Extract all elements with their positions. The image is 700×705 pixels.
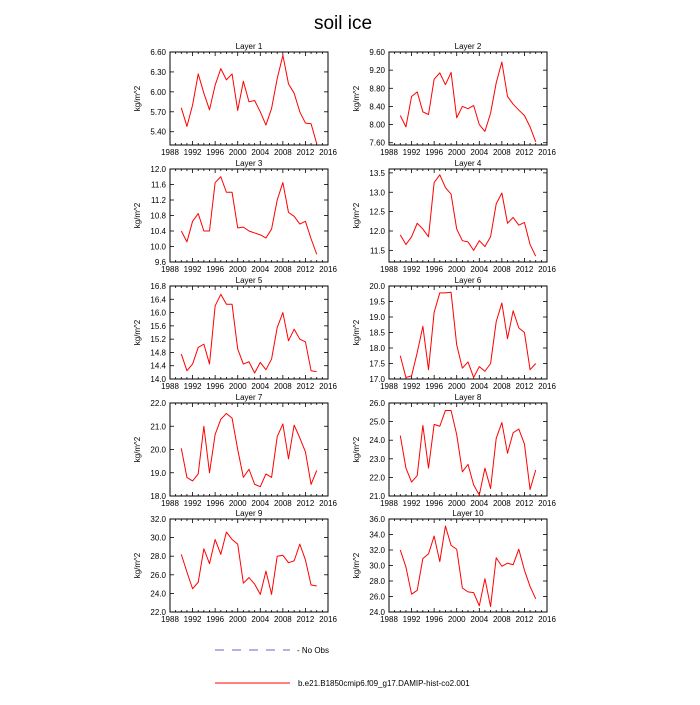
x-tick-label: 1996: [425, 265, 444, 274]
x-tick-label: 2008: [273, 499, 292, 508]
x-tick-label: 2016: [538, 148, 556, 157]
x-tick-label: 2000: [228, 615, 247, 624]
plot-frame: [389, 169, 547, 262]
series-line-layer-2: [400, 62, 535, 142]
series-line-layer-8: [400, 410, 535, 495]
x-tick-label: 1992: [183, 148, 202, 157]
y-tick-label: 9.6: [154, 258, 166, 267]
y-tick-label: 5.40: [150, 127, 166, 137]
x-tick-label: 2004: [470, 499, 489, 508]
y-tick-label: 22.0: [150, 399, 166, 408]
y-tick-label: 25.0: [369, 417, 385, 427]
x-tick-label: 1992: [183, 382, 202, 391]
panel-title: Layer 9: [235, 509, 263, 518]
x-tick-label: 1992: [183, 265, 202, 274]
panel-title: Layer 6: [454, 276, 482, 285]
y-tick-label: 15.2: [150, 335, 166, 345]
panel-layer-3: [133, 159, 337, 274]
x-tick-label: 1988: [380, 499, 398, 508]
y-tick-label: 21.0: [369, 492, 385, 501]
x-tick-label: 1992: [402, 499, 421, 508]
x-tick-label: 2000: [228, 382, 247, 391]
y-tick-label: 20.0: [369, 282, 385, 291]
x-tick-label: 1992: [402, 265, 421, 274]
x-tick-label: 2012: [515, 382, 534, 391]
x-tick-label: 1988: [161, 265, 179, 274]
series-line-layer-6: [400, 292, 535, 377]
x-tick-label: 2000: [228, 499, 247, 508]
series-line-layer-9: [181, 532, 316, 594]
y-tick-label: 7.60: [369, 138, 385, 148]
plot-frame: [170, 519, 328, 612]
y-tick-label: 36.0: [369, 515, 385, 524]
series-line-layer-10: [400, 526, 535, 607]
y-tick-label: 30.0: [369, 561, 385, 571]
x-tick-label: 2016: [319, 615, 337, 624]
y-tick-label: 15.6: [150, 321, 166, 331]
x-tick-label: 1996: [206, 382, 225, 391]
y-tick-label: 17.0: [369, 375, 385, 384]
figure-title: soil ice: [313, 13, 373, 34]
y-axis-label: kg/m^2: [352, 85, 361, 112]
y-tick-label: 19.0: [150, 468, 166, 478]
y-tick-label: 12.0: [369, 227, 385, 236]
y-tick-label: 34.0: [369, 530, 385, 540]
y-tick-label: 24.0: [150, 589, 166, 599]
x-tick-label: 1996: [206, 265, 225, 274]
y-tick-label: 16.8: [150, 282, 166, 291]
series-line-layer-1: [181, 55, 316, 143]
plot-frame: [389, 286, 547, 379]
x-tick-label: 1988: [161, 615, 179, 624]
x-tick-label: 2008: [492, 499, 511, 508]
x-tick-label: 1992: [402, 382, 421, 391]
y-tick-label: 12.5: [369, 207, 385, 217]
x-tick-label: 2008: [273, 148, 292, 157]
x-tick-label: 1996: [425, 615, 444, 624]
x-tick-label: 2012: [296, 615, 315, 624]
panel-title: Layer 7: [235, 393, 263, 402]
x-tick-label: 2000: [447, 148, 466, 157]
y-tick-label: 10.0: [150, 242, 166, 252]
y-axis-label: kg/m^2: [352, 202, 361, 229]
x-tick-label: 1988: [380, 615, 398, 624]
y-tick-label: 17.5: [369, 359, 385, 369]
y-axis-label: kg/m^2: [352, 319, 361, 346]
y-tick-label: 30.0: [150, 533, 166, 543]
x-tick-label: 2012: [296, 382, 315, 391]
y-axis-label: kg/m^2: [352, 552, 361, 579]
x-tick-label: 1992: [183, 615, 202, 624]
panel-layer-5: [133, 276, 337, 391]
x-tick-label: 2008: [273, 265, 292, 274]
x-tick-label: 2016: [319, 499, 337, 508]
x-tick-label: 2008: [492, 382, 511, 391]
x-tick-label: 2004: [470, 615, 489, 624]
panel-title: Layer 4: [454, 159, 482, 168]
x-tick-label: 2008: [492, 148, 511, 157]
y-tick-label: 13.0: [369, 188, 385, 198]
panel-layer-10: [352, 509, 556, 624]
y-axis-label: kg/m^2: [133, 85, 142, 112]
panel-title: Layer 5: [235, 276, 263, 285]
y-tick-label: 16.0: [150, 308, 166, 318]
y-tick-label: 20.0: [150, 445, 166, 455]
x-tick-label: 2016: [538, 615, 556, 624]
x-tick-label: 2008: [273, 615, 292, 624]
panel-layer-2: [352, 42, 556, 157]
x-tick-label: 2000: [447, 499, 466, 508]
panel-layer-1: [133, 42, 337, 157]
x-tick-label: 2000: [447, 265, 466, 274]
panel-grid: [133, 42, 556, 624]
x-tick-label: 1988: [380, 382, 398, 391]
y-tick-label: 26.0: [369, 592, 385, 602]
x-tick-label: 2004: [251, 148, 270, 157]
x-tick-label: 2004: [470, 265, 489, 274]
x-tick-label: 1988: [380, 265, 398, 274]
y-tick-label: 8.80: [369, 84, 385, 94]
y-tick-label: 26.0: [150, 570, 166, 580]
x-tick-label: 2016: [538, 265, 556, 274]
x-tick-label: 1988: [380, 148, 398, 157]
y-tick-label: 26.0: [369, 399, 385, 408]
y-tick-label: 14.4: [150, 361, 166, 371]
y-tick-label: 11.5: [370, 246, 385, 256]
x-tick-label: 2004: [251, 382, 270, 391]
series-line-layer-7: [181, 413, 316, 486]
x-tick-label: 1988: [161, 499, 179, 508]
series-line-layer-3: [181, 177, 316, 255]
y-tick-label: 8.00: [369, 120, 385, 130]
y-tick-label: 28.0: [150, 552, 166, 562]
legend-model-label: b.e21.B1850cmip6.f09_g17.DAMIP-hist-co2.001: [298, 679, 470, 688]
y-axis-label: kg/m^2: [133, 552, 142, 579]
y-tick-label: 32.0: [150, 515, 166, 524]
y-tick-label: 12.0: [150, 165, 166, 174]
y-tick-label: 14.8: [150, 348, 166, 358]
x-tick-label: 2012: [515, 615, 534, 624]
x-tick-label: 2008: [492, 265, 511, 274]
x-tick-label: 1992: [402, 615, 421, 624]
panel-layer-9: [133, 509, 337, 624]
x-tick-label: 2004: [251, 499, 270, 508]
panel-layer-7: [133, 393, 337, 508]
y-tick-label: 21.0: [150, 422, 166, 432]
y-tick-label: 8.40: [369, 102, 385, 112]
x-tick-label: 2008: [273, 382, 292, 391]
y-tick-label: 14.0: [150, 375, 166, 384]
series-line-layer-5: [181, 294, 316, 373]
y-tick-label: 6.30: [150, 67, 166, 77]
y-tick-label: 9.60: [369, 48, 385, 57]
x-tick-label: 2012: [296, 148, 315, 157]
y-tick-label: 16.4: [150, 295, 166, 305]
y-tick-label: 9.20: [369, 66, 385, 76]
legend: [215, 646, 470, 688]
y-axis-label: kg/m^2: [133, 436, 142, 463]
x-tick-label: 2000: [447, 382, 466, 391]
plot-frame: [389, 403, 547, 496]
panel-layer-6: [352, 276, 556, 391]
y-tick-label: 11.6: [151, 180, 166, 190]
x-tick-label: 1988: [161, 382, 179, 391]
y-axis-label: kg/m^2: [133, 319, 142, 346]
x-tick-label: 1996: [425, 499, 444, 508]
plot-frame: [170, 286, 328, 379]
x-tick-label: 1996: [206, 148, 225, 157]
x-tick-label: 2000: [447, 615, 466, 624]
y-tick-label: 18.0: [150, 492, 166, 501]
x-tick-label: 2008: [492, 615, 511, 624]
x-tick-label: 2016: [538, 499, 556, 508]
x-tick-label: 2000: [228, 148, 247, 157]
y-tick-label: 11.2: [151, 196, 166, 205]
x-tick-label: 1996: [206, 615, 225, 624]
panel-title: Layer 8: [454, 393, 482, 402]
plot-frame: [389, 52, 547, 145]
x-tick-label: 1988: [161, 148, 179, 157]
y-tick-label: 10.4: [150, 227, 166, 236]
y-tick-label: 6.00: [150, 87, 166, 97]
y-tick-label: 22.0: [369, 473, 385, 483]
x-tick-label: 2016: [319, 148, 337, 157]
x-tick-label: 2012: [515, 499, 534, 508]
panel-title: Layer 10: [452, 509, 484, 518]
y-tick-label: 32.0: [369, 546, 385, 555]
y-tick-label: 19.0: [369, 313, 385, 322]
x-tick-label: 2012: [515, 265, 534, 274]
x-tick-label: 2012: [296, 499, 315, 508]
y-tick-label: 22.0: [150, 608, 166, 617]
y-tick-label: 13.5: [369, 168, 385, 178]
series-line-layer-4: [400, 175, 535, 256]
y-axis-label: kg/m^2: [133, 202, 142, 229]
x-tick-label: 2016: [319, 382, 337, 391]
x-tick-label: 2012: [515, 148, 534, 157]
x-tick-label: 1996: [206, 499, 225, 508]
y-tick-label: 24.0: [369, 436, 385, 446]
panel-layer-4: [352, 159, 556, 274]
panel-title: Layer 2: [454, 42, 482, 51]
y-axis-label: kg/m^2: [352, 436, 361, 463]
x-tick-label: 2012: [296, 265, 315, 274]
x-tick-label: 2016: [319, 265, 337, 274]
y-tick-label: 23.0: [369, 454, 385, 464]
y-tick-label: 6.60: [150, 48, 166, 57]
x-tick-label: 2004: [470, 382, 489, 391]
plot-frame: [170, 169, 328, 262]
y-tick-label: 28.0: [369, 577, 385, 586]
panel-title: Layer 3: [235, 159, 263, 168]
x-tick-label: 2016: [538, 382, 556, 391]
x-tick-label: 1996: [425, 382, 444, 391]
y-tick-label: 19.5: [369, 297, 385, 307]
x-tick-label: 1992: [402, 148, 421, 157]
y-tick-label: 18.5: [369, 328, 385, 338]
y-tick-label: 18.0: [369, 344, 385, 353]
x-tick-label: 1996: [425, 148, 444, 157]
legend-obs-label: - No Obs: [297, 646, 330, 655]
x-tick-label: 1992: [183, 499, 202, 508]
y-tick-label: 5.70: [150, 107, 166, 117]
x-tick-label: 2004: [251, 615, 270, 624]
y-tick-label: 10.8: [150, 211, 166, 221]
x-tick-label: 2000: [228, 265, 247, 274]
x-tick-label: 2004: [470, 148, 489, 157]
y-tick-label: 24.0: [369, 608, 385, 617]
panel-title: Layer 1: [235, 42, 263, 51]
panel-layer-8: [352, 393, 556, 508]
x-tick-label: 2004: [251, 265, 270, 274]
